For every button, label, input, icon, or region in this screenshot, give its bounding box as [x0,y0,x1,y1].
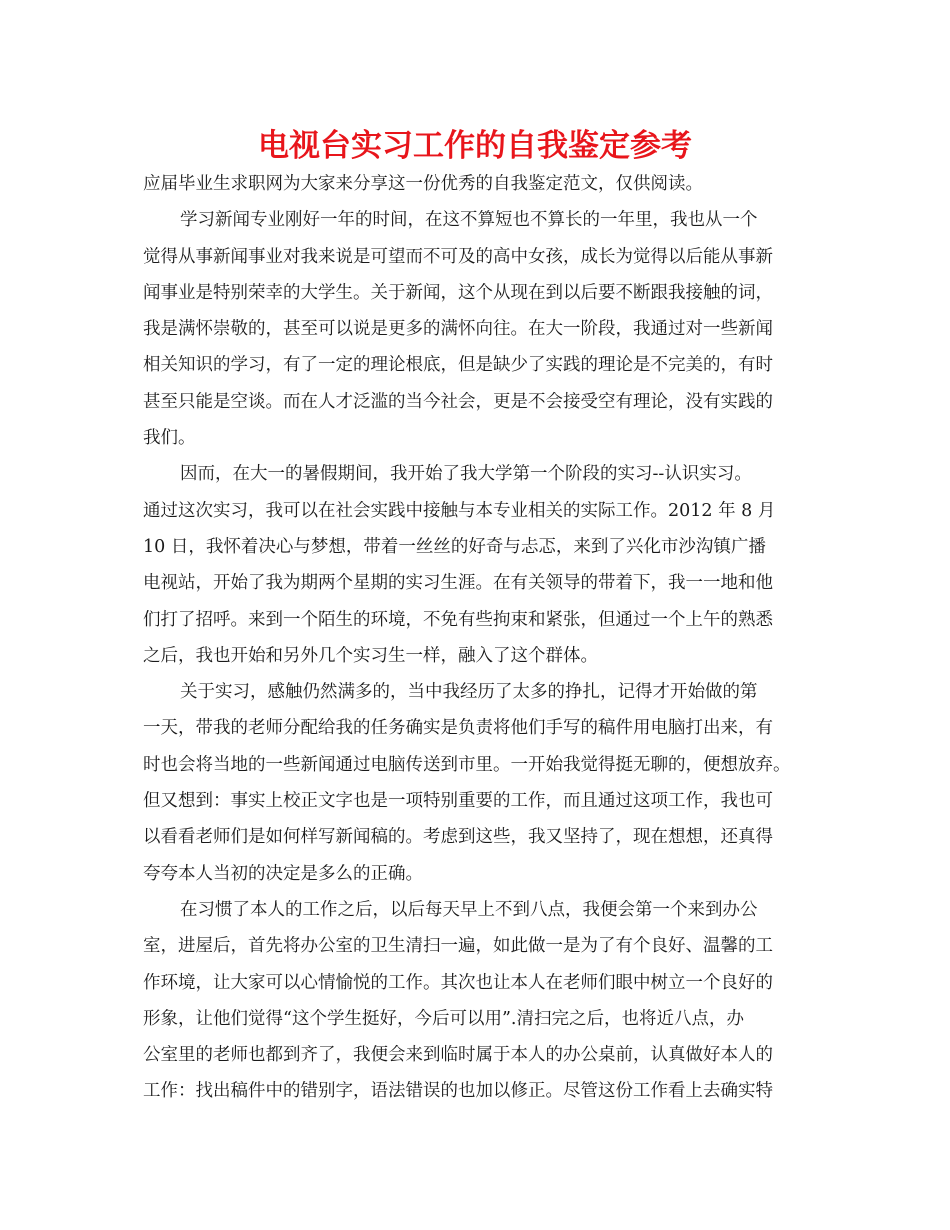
text-line: 之后，我也开始和另外几个实习生一样，融入了这个群体。 [143,645,598,666]
text-line: 公室里的老师也都到齐了，我便会来到临时属于本人的办公桌前，认真做好本人的 [143,1045,773,1066]
text-line: 工作：找出稿件中的错别字，语法错误的也加以修正。尽管这份工作看上去确实特 [143,1081,773,1102]
text-line: 通过这次实习，我可以在社会实践中接触与本专业相关的实际工作。2012 年 8 月 [143,500,776,521]
document-title: 电视台实习工作的自我鉴定参考 [258,128,692,164]
paragraph-first-line: 在习惯了本人的工作之后，以后每天早上不到八点，我便会第一个来到办公 [180,899,758,920]
text-line: 形象，让他们觉得“这个学生挺好，今后可以用”.清扫完之后，也将近八点，办 [143,1008,744,1029]
text-line: 闻事业是特别荣幸的大学生。关于新闻，这个从现在到以后要不断跟我接触的词， [143,282,773,303]
text-line: 们打了招呼。来到一个陌生的环境，不免有些拘束和紧张，但通过一个上午的熟悉 [143,609,773,630]
text-line: 相关知识的学习，有了一定的理论根底，但是缺少了实践的理论是不完美的，有时 [143,355,773,376]
text-line: 时也会将当地的一些新闻通过电脑传送到市里。一开始我觉得挺无聊的，便想放弃。 [143,754,791,775]
text-line: 觉得从事新闻事业对我来说是可望而不可及的高中女孩，成长为觉得以后能从事新 [143,246,773,267]
text-line: 应届毕业生求职网为大家来分享这一份优秀的自我鉴定范文，仅供阅读。 [143,174,703,194]
paragraph-first-line: 学习新闻专业刚好一年的时间，在这不算短也不算长的一年里，我也从一个 [180,210,758,231]
document-body [143,166,815,1110]
text-line: 但又想到：事实上校正文字也是一项特别重要的工作，而且通过这项工作，我也可 [143,791,773,812]
text-line: 我们。 [143,428,196,449]
text-line: 电视站，开始了我为期两个星期的实习生涯。在有关领导的带着下，我一一地和他 [143,573,773,594]
text-line: 作环境，让大家可以心情愉悦的工作。其次也让本人在老师们眼中树立一个良好的 [143,972,773,993]
text-line: 我是满怀崇敬的，甚至可以说是更多的满怀向往。在大一阶段，我通过对一些新闻 [143,319,773,340]
paragraph-first-line: 关于实习，感触仍然满多的，当中我经历了太多的挣扎，记得才开始做的第 [180,682,758,703]
text-line: 夸夸本人当初的决定是多么的正确。 [143,863,423,884]
paragraph-first-line: 因而，在大一的暑假期间，我开始了我大学第一个阶段的实习--认识实习。 [180,464,752,485]
text-line: 以看看老师们是如何样写新闻稿的。考虑到这些，我又坚持了，现在想想，还真得 [143,827,773,848]
text-line: 室，进屋后，首先将办公室的卫生清扫一遍，如此做一是为了有个良好、温馨的工 [143,936,773,957]
text-line: 10 日，我怀着决心与梦想，带着一丝丝的好奇与忐忑，来到了兴化市沙沟镇广播 [143,536,766,557]
text-line: 一天，带我的老师分配给我的任务确实是负责将他们手写的稿件用电脑打出来，有 [143,718,773,739]
text-line: 甚至只能是空谈。而在人才泛滥的当今社会，更是不会接受空有理论，没有实践的 [143,391,773,412]
